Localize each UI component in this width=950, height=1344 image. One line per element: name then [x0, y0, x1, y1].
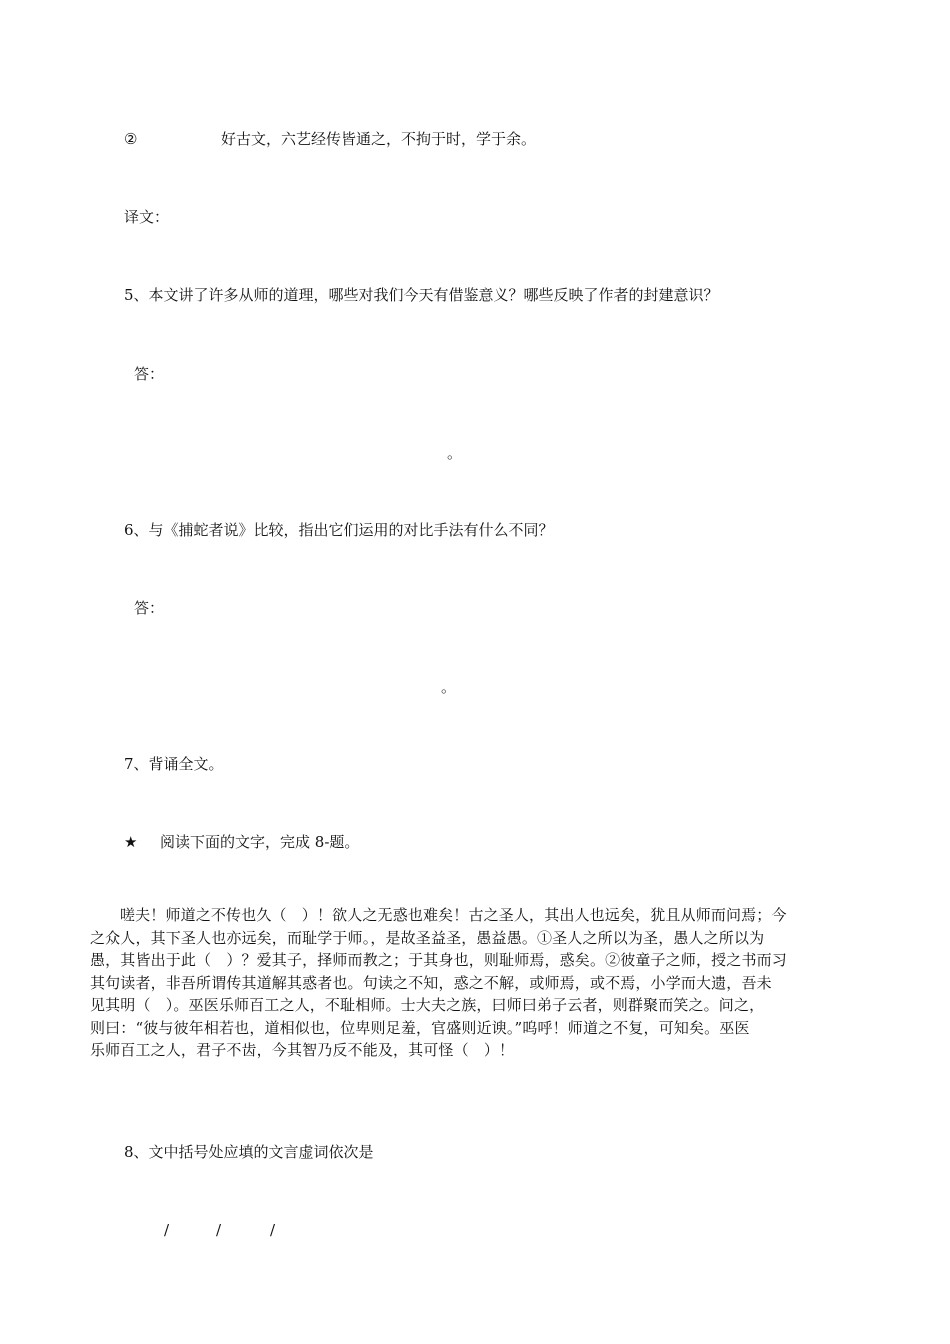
- section-instruction-text: 阅读下面的文字，完成 8-题。: [160, 833, 360, 851]
- question-7-text: 7、背诵全文。: [124, 755, 224, 773]
- blank-separator: /: [164, 1221, 170, 1239]
- passage-line: 嗟夫！师道之不传也久（ ）！欲人之无惑也难矣！古之圣人，其出人也远矣，犹且从师而问焉；今: [120, 906, 787, 924]
- question-6-answer-label: 答：: [134, 599, 165, 617]
- item-2-marker: ②: [124, 130, 138, 148]
- passage-line: 则曰：“彼与彼年相若也，道相似也，位卑则足羞，官盛则近谀。”呜呼！师道之不复，可知矣。巫医: [90, 1018, 750, 1037]
- question-8-text: 8、文中括号处应填的文言虚词依次是: [124, 1143, 374, 1161]
- blank-separator: /: [270, 1221, 276, 1239]
- translation-label: 译文：: [124, 208, 170, 226]
- blank-separator: /: [216, 1221, 222, 1239]
- section-instruction: [124, 832, 359, 852]
- question-5-text: 5、本文讲了许多从师的道理，哪些对我们今天有借鉴意义？哪些反映了作者的封建意识？: [124, 286, 719, 304]
- star-icon: ★: [124, 833, 138, 851]
- passage-line: 其句读者，非吾所谓传其道解其惑者也。句读之不知，惑之不解，或师焉，或不焉，小学而大遗，吾未: [90, 973, 772, 992]
- passage-line: 之众人，其下圣人也亦远矣，而耻学于师。，是故圣益圣，愚益愚。①圣人之所以为圣，愚人之所以为: [90, 928, 765, 947]
- passage-line: 愚，其皆出于此（ ）？爱其子，择师而教之；于其身也，则耻师焉，惑矣。②彼童子之师，授之书而习: [90, 951, 787, 969]
- question-5-answer-label: 答：: [134, 365, 165, 383]
- passage-line: 乐师百工之人，君子不齿，今其智乃反不能及，其可怪（ ）！: [90, 1041, 515, 1059]
- reading-passage: [90, 904, 862, 1062]
- answer-blanks: [0, 1220, 950, 1240]
- question-6-text: 6、与《捕蛇者说》比较，指出它们运用的对比手法有什么不同？: [124, 521, 554, 539]
- passage-line: 见其明（ ）。巫医乐师百工之人，不耻相师。士大夫之族，曰师曰弟子云者，则群聚而笑之。问之，: [90, 996, 765, 1014]
- question-5-end-mark: 。: [447, 444, 463, 462]
- question-6-end-mark: 。: [441, 678, 457, 696]
- item-2-text: 好古文，六艺经传皆通之，不拘于时，学于余。: [221, 130, 537, 148]
